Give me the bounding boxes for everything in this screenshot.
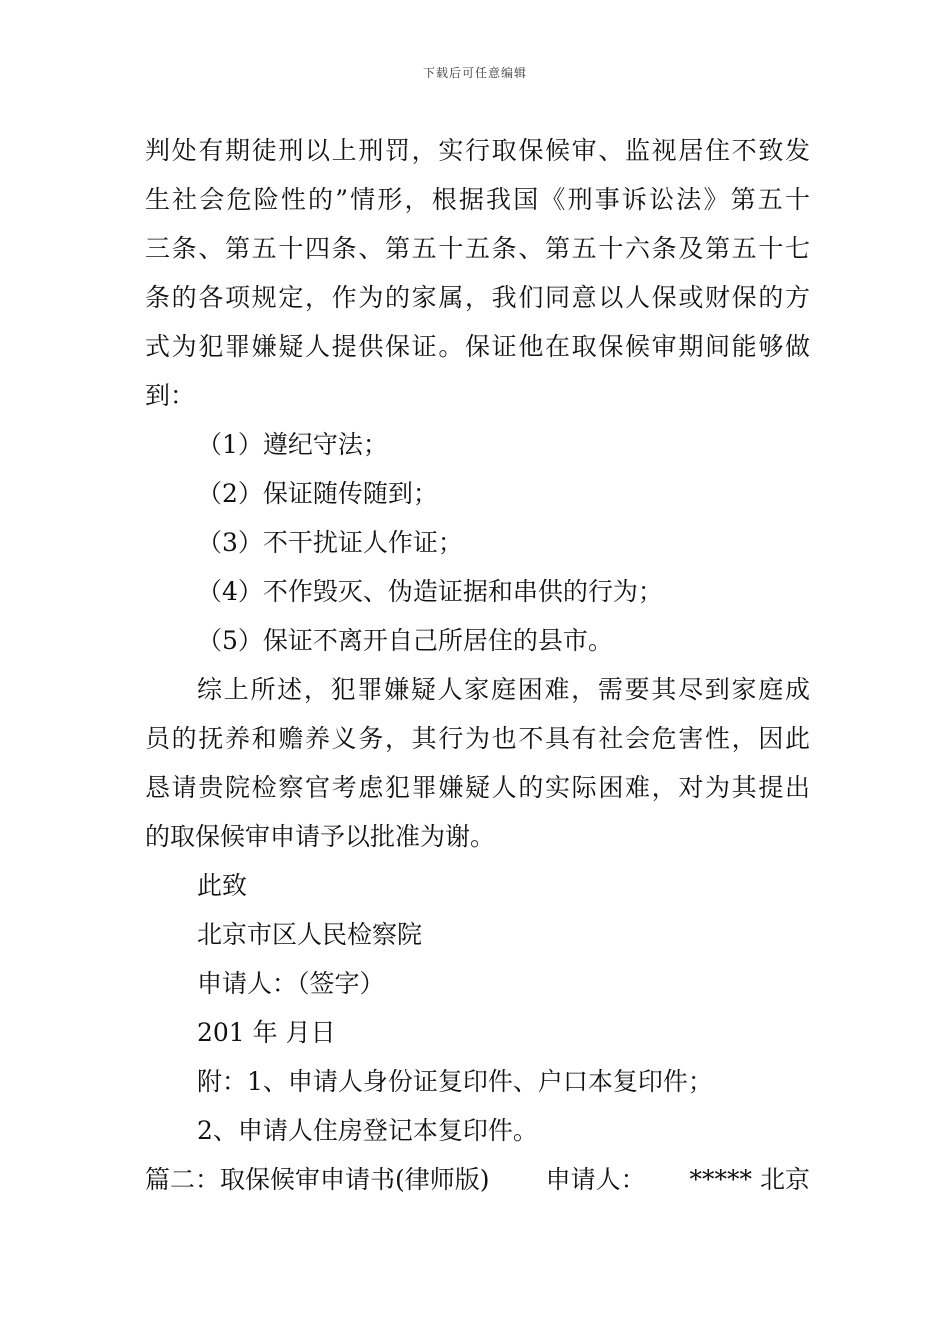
paragraph1-line-6: 到：	[145, 381, 196, 410]
recipient: 北京市区人民检察院	[197, 920, 423, 949]
paragraph1-line-5: 式为犯罪嫌疑人提供保证。保证他在取保候审期间能够做	[145, 332, 810, 361]
date-line: 201 年 月日	[197, 1018, 336, 1047]
next-section-heading	[145, 1155, 810, 1204]
paragraph1-line-4: 条的各项规定，作为的家属，我们同意以人保或财保的方	[145, 283, 810, 312]
list-item-5: （5）保证不离开自己所居住的县市。	[197, 626, 613, 655]
next-section-title: 篇二：取保候审申请书(律师版)	[145, 1165, 490, 1194]
list-item-3: （3）不干扰证人作证；	[197, 528, 463, 557]
paragraph1-line-3: 三条、第五十四条、第五十五条、第五十六条及第五十七	[145, 234, 810, 263]
paragraph2-line-2: 员的抚养和赡养义务，其行为也不具有社会危害性，因此	[145, 724, 810, 753]
applicant-signature: 申请人：（签字）	[197, 969, 385, 998]
next-section-applicant-label: 申请人：	[545, 1165, 646, 1194]
next-section-applicant-value: ***** 北京	[689, 1165, 810, 1194]
paragraph2-line-3: 恳请贵院检察官考虑犯罪嫌疑人的实际困难，对为其提出	[145, 773, 810, 802]
paragraph1-line-1: 判处有期徒刑以上刑罚，实行取保候审、监视居住不致发	[145, 136, 810, 165]
attachment-2: 2、申请人住房登记本复印件。	[197, 1116, 538, 1145]
next-section-applicant	[546, 1155, 810, 1204]
paragraph1-line-2: 生社会危险性的”情形，根据我国《刑事诉讼法》第五十	[145, 185, 810, 214]
document-body	[145, 126, 810, 1204]
paragraph2-line-1: 综上所述，犯罪嫌疑人家庭困难，需要其尽到家庭成	[197, 675, 810, 704]
salutation: 此致	[197, 871, 248, 900]
attachment-1: 附：1、申请人身份证复印件、户口本复印件；	[197, 1067, 713, 1096]
list-item-1: （1）遵纪守法；	[197, 430, 388, 459]
paragraph2-line-4: 的取保候审申请予以批准为谢。	[145, 822, 496, 851]
list-item-4: （4）不作毁灭、伪造证据和串供的行为；	[197, 577, 663, 606]
list-item-2: （2）保证随传随到；	[197, 479, 438, 508]
page-header-note: 下载后可任意编辑	[422, 66, 527, 80]
